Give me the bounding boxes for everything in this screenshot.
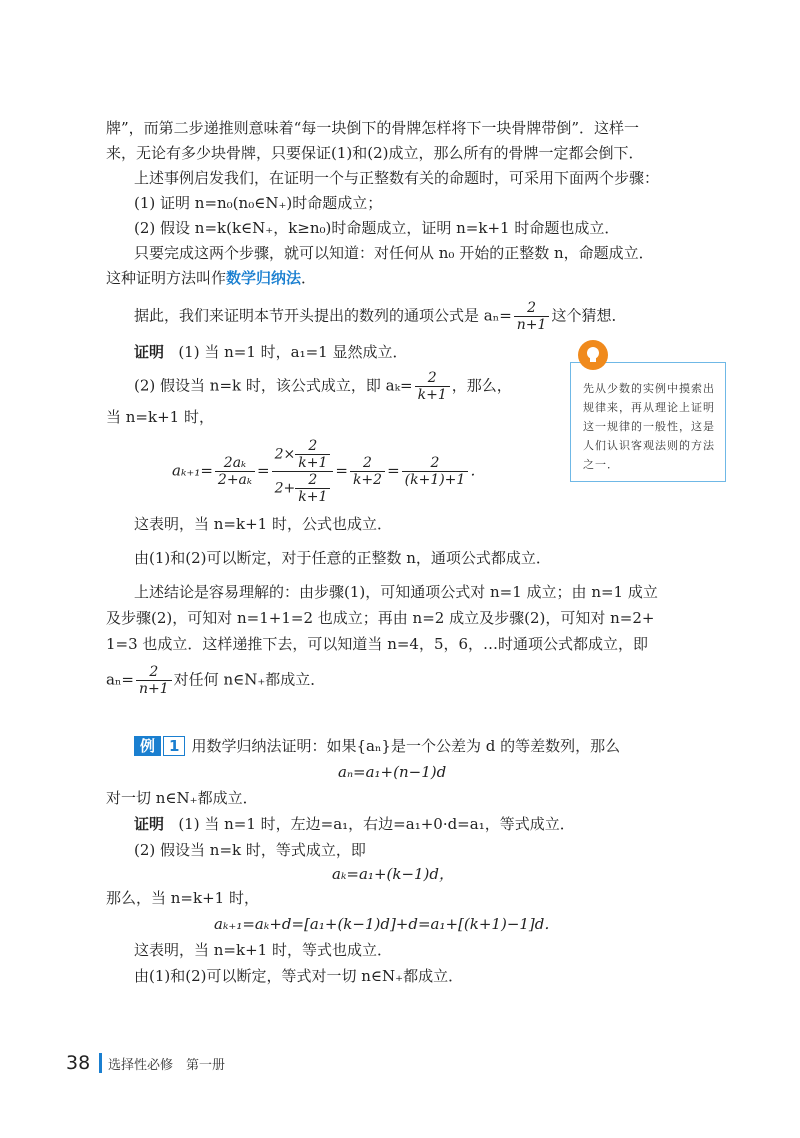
denominator: n+1: [139, 681, 169, 697]
period: ．: [301, 269, 317, 287]
conjecture-end: 这个猜想．: [551, 306, 627, 325]
fraction: [402, 455, 469, 488]
num-prefix: 2×: [274, 446, 296, 463]
numerator: 2: [136, 664, 172, 681]
den-prefix: 2+: [274, 480, 296, 497]
para-line: [106, 664, 702, 697]
numerator: 2: [402, 455, 469, 472]
example-equation-3: aₖ₊₁=aₖ+d=[a₁+(k−1)d]+d=a₁+[(k+1)−1]d．: [214, 915, 560, 933]
para-line: 由(1)和(2)可以断定，对于任意的正整数 n，通项公式都成立．: [134, 549, 551, 567]
numerator: 2: [350, 455, 385, 472]
denominator: k+1: [298, 489, 328, 505]
denominator: [272, 472, 334, 505]
definition-text: 这种证明方法叫作: [106, 269, 227, 287]
page-number: 38: [66, 1052, 91, 1074]
text: aₙ=: [106, 670, 135, 689]
denominator: (k+1)+1: [404, 472, 466, 488]
denominator: 2+aₖ: [217, 472, 253, 488]
para-line: 上述结论是容易理解的：由步骤(1)，可知通项公式对 n=1 成立；由 n=1 成立: [134, 583, 658, 601]
footer-divider: [99, 1053, 102, 1073]
para-line: 来，无论有多少块骨牌，只要保证(1)和(2)成立，那么所有的骨牌一定都会倒下．: [106, 144, 644, 162]
numerator: 2: [514, 300, 550, 317]
text: 对任何 n∈N₊都成立．: [173, 670, 326, 689]
para-line: 1=3 也成立．这样递推下去，可以知道当 n=4，5，6，…时通项公式都成立，即: [106, 635, 649, 653]
para-line: 上述事例启发我们，在证明一个与正整数有关的命题时，可采用下面两个步骤：: [134, 169, 660, 187]
conjecture-line: [134, 300, 730, 333]
denominator: k+1: [417, 387, 447, 403]
para-line: 只要完成这两个步骤，就可以知道：对任何从 n₀ 开始的正整数 n，命题成立．: [134, 244, 654, 262]
induction-equation: aₖ₊₁= $\frac{\text{2aₖ}}{\text{2+aₖ}}$ = 2× $\frac{2}{k+1}$ 2+ $\frac{2}{k+1}$ = $\frac{2}{k+2}$ = $\frac{2}{(k+1)+1}$ ．: [172, 438, 486, 505]
proof-text: (1) 当 n=1 时，a₁=1 显然成立．: [178, 343, 408, 361]
para-line: 由(1)和(2)可以断定，等式对一切 n∈N₊都成立．: [134, 967, 464, 985]
example-equation-2: aₖ=a₁+(k−1)d，: [332, 865, 455, 883]
book-title: 选择性必修 第一册: [108, 1058, 226, 1073]
eq-lhs: aₖ₊₁=: [172, 461, 213, 480]
definition-line: [106, 266, 702, 291]
fraction: [514, 300, 550, 333]
para-line: 这表明，当 n=k+1 时，公式也成立．: [134, 515, 392, 533]
numerator: 2: [295, 438, 330, 455]
denominator: k+2: [352, 472, 383, 488]
para-line: 牌”，而第二步递推则意味着“每一块倒下的骨牌怎样将下一块骨牌带倒”．这样一: [106, 119, 640, 137]
example-proof-2: (2) 假设当 n=k 时，等式成立，即: [134, 841, 366, 859]
proof-text: ，那么，: [451, 376, 512, 395]
para-line: 这表明，当 n=k+1 时，等式也成立．: [134, 941, 392, 959]
fraction: [350, 455, 385, 488]
denominator: n+1: [516, 317, 547, 333]
tip-text: 先从少数的实例中摸索出规律来，再从理论上证明这一规律的一般性，这是人们认识客观法则的方法之一．: [583, 382, 715, 471]
proof-label: 证明: [134, 343, 165, 361]
para-line: 那么，当 n=k+1 时，: [106, 889, 259, 907]
example-equation: aₙ=a₁+(n−1)d: [338, 763, 447, 781]
example-proof-1: [134, 812, 730, 837]
numerator: [272, 438, 334, 472]
fraction: [215, 455, 255, 488]
fraction: [415, 370, 450, 403]
compound-fraction: [272, 438, 334, 505]
tip-box: [570, 362, 726, 482]
term-mathematical-induction: 数学归纳法: [226, 269, 302, 287]
step-2: (2) 假设 n=k(k∈N₊，k≥n₀)时命题成立，证明 n=k+1 时命题也成立．: [134, 219, 620, 237]
proof-text: (2) 假设当 n=k 时，该公式成立，即 aₖ=: [134, 376, 413, 395]
period: ．: [470, 461, 486, 480]
proof-text: (1) 当 n=1 时，左边=a₁，右边=a₁+0·d=a₁，等式成立．: [178, 815, 575, 833]
lightbulb-icon: [578, 340, 608, 370]
step-1: (1) 证明 n=n₀(n₀∈N₊)时命题成立；: [134, 194, 383, 212]
denominator: k+1: [298, 455, 328, 471]
example-number: 1: [163, 736, 185, 756]
example-text: 用数学归纳法证明：如果{aₙ}是一个公差为 d 的等差数列，那么: [191, 737, 621, 755]
numerator: 2aₖ: [215, 455, 255, 472]
example-heading: [134, 734, 730, 759]
conjecture-text: 据此，我们来证明本节开头提出的数列的通项公式是 aₙ=: [134, 306, 512, 325]
numerator: 2: [415, 370, 450, 387]
example-badge: 例: [134, 736, 161, 756]
numerator: 2: [295, 472, 330, 489]
para-line: 及步骤(2)，可知对 n=1+1=2 也成立；再由 n=2 成立及步骤(2)，可知对 n=2+: [106, 609, 655, 627]
fraction: [136, 664, 172, 697]
para-line: 对一切 n∈N₊都成立．: [106, 789, 258, 807]
proof-label: 证明: [134, 815, 165, 833]
para-line: 当 n=k+1 时，: [106, 408, 214, 426]
